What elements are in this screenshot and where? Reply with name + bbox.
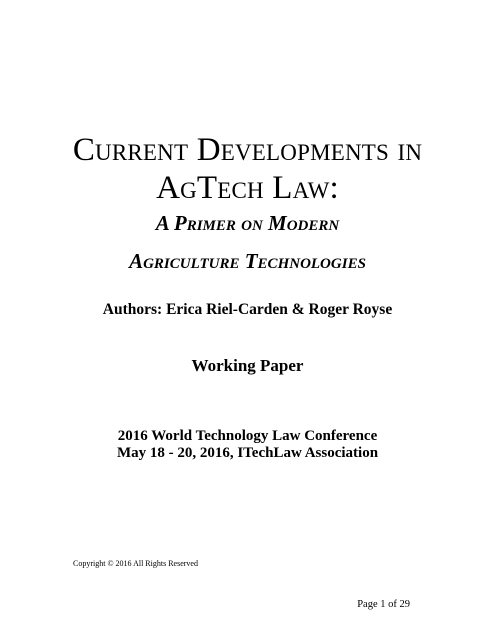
subtitle-line-2: Agriculture Technologies — [129, 249, 366, 273]
authors-line: Authors: Erica Riel-Carden & Roger Royse — [102, 301, 393, 318]
title-line-1: Current Developments in — [72, 132, 423, 168]
subtitle-line-1: A Primer on Modern — [155, 211, 340, 235]
page-number: Page 1 of 29 — [357, 599, 410, 610]
title-line-2: AgTech Law: — [156, 170, 339, 206]
conference-dates: May 18 - 20, 2016, ITechLaw Association — [116, 445, 379, 461]
copyright-notice: Copyright © 2016 All Rights Reserved — [73, 559, 198, 568]
paper-type: Working Paper — [191, 356, 304, 375]
conference-name: 2016 World Technology Law Conference — [117, 428, 378, 444]
